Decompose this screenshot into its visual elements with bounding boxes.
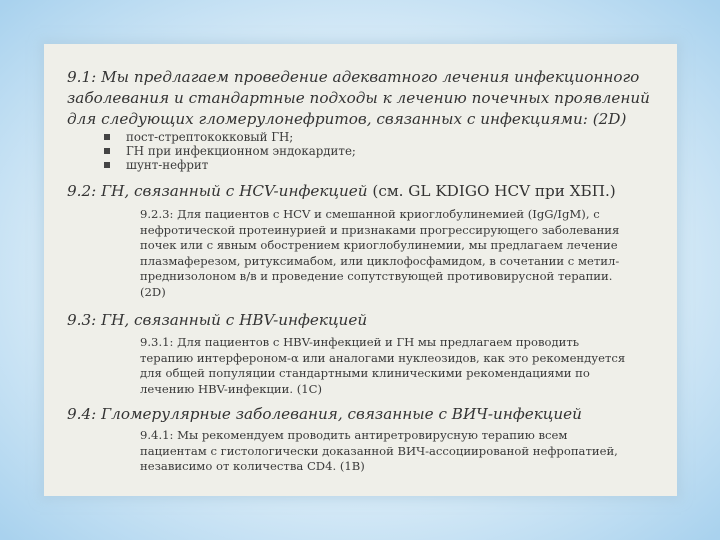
recommendation-9-2-3 xyxy=(140,207,619,300)
recommendation-9-4-1 xyxy=(140,428,618,475)
recommendation-line: терапию интерфероном-α или аналогами нуклеозидов, как это рекомендуется xyxy=(140,350,626,365)
recommendation-line: 9.3.1: Для пациентов с HBV-инфекцией и ГН мы предлагаем проводить xyxy=(140,335,580,349)
recommendation-line: 9.2.3: Для пациентов с HCV и смешанной криоглобулинемией (IgG/IgM), с xyxy=(140,207,600,221)
list-item-text: ГН при инфекционном эндокардите; xyxy=(126,144,356,158)
recommendation-line: почек или с явным обострением криоглобулинемии, мы предлагаем лечение xyxy=(140,238,618,252)
recommendation-line: плазмаферезом, ритуксимабом, или циклофосфамидом, в сочетании с метил- xyxy=(140,253,620,268)
section-title: 9.4: Гломерулярные заболевания, связанные с ВИЧ-инфекцией xyxy=(67,405,582,423)
bullet-list xyxy=(126,130,356,172)
recommendation-line: 9.4.1: Мы рекомендуем проводить антиретровирусную терапию всем xyxy=(140,428,568,442)
recommendation-line: преднизолоном в/в и проведение сопутствующей противовирусной терапии. xyxy=(140,269,613,283)
recommendation-line: для следующих гломерулонефритов, связанных с инфекциями: (2D) xyxy=(67,110,627,128)
recommendation-9-1 xyxy=(67,67,650,130)
recommendation-line: пациентам с гистологически доказанной ВИЧ-ассоциированой нефропатией, xyxy=(140,443,618,458)
bullet-marker xyxy=(104,162,110,168)
section-title: 9.3: ГН, связанный с HBV-инфекцией xyxy=(67,311,368,329)
section-heading-hcv xyxy=(67,181,616,201)
section-heading-hbv xyxy=(67,310,367,330)
section-reference: (см. GL KDIGO HCV при ХБП.) xyxy=(372,182,616,200)
list-item xyxy=(126,130,356,144)
section-title: 9.2: ГН, связанный с HCV-инфекцией xyxy=(67,182,368,200)
recommendation-line: (2D) xyxy=(140,284,166,299)
bullet-marker xyxy=(104,148,110,154)
list-item xyxy=(126,158,356,172)
recommendation-line: нефротической протеинурией и признаками прогрессирующего заболевания xyxy=(140,222,620,237)
list-item xyxy=(126,144,356,158)
recommendation-line: 9.1: Мы предлагаем проведение адекватного лечения инфекционного xyxy=(67,68,640,86)
recommendation-line: лечению HBV-инфекции. (1C) xyxy=(140,381,323,396)
section-heading-hiv xyxy=(67,404,582,424)
recommendation-line: независимо от количества CD4. (1B) xyxy=(140,459,365,473)
list-item-text: шунт-нефрит xyxy=(126,158,209,172)
recommendation-9-3-1 xyxy=(140,335,625,397)
list-item-text: пост-стрептококковый ГН; xyxy=(126,130,294,144)
recommendation-line: для общей популяции стандартными клиническими рекомендациями по xyxy=(140,366,590,380)
recommendation-line: заболевания и стандартные подходы к лечению почечных проявлений xyxy=(67,89,650,107)
bullet-marker xyxy=(104,134,110,140)
